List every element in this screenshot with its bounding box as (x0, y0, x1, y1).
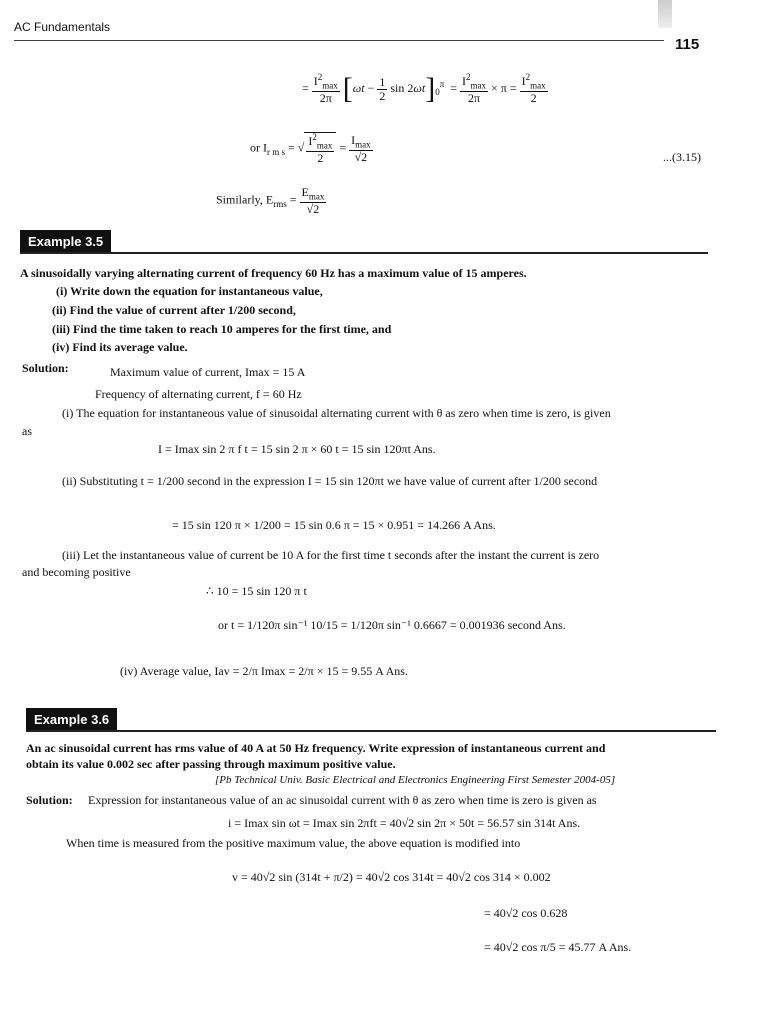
page-edge-mark (658, 0, 672, 28)
solution-text: Expression for instantaneous value of an ac sinusoidal current with θ as zero when time is zero is given as (88, 793, 597, 807)
example-3-6-equation-2: v = 40√2 sin (314t + π/2) = 40√2 cos 314t = 40√2 cos 314 × 0.002 (232, 870, 551, 884)
part-ii: (ii) Find the value of current after 1/200 second, (52, 303, 296, 317)
solution-label-2: Solution: (26, 793, 73, 807)
header-rule (14, 40, 664, 41)
example-3-6-equation-4: = 40√2 cos π/5 = 45.77 A Ans. (484, 940, 632, 954)
example-3-6-problem-1: An ac sinusoidal current has rms value of 40 A at 50 Hz frequency. Write expression of instantaneous current and (26, 741, 606, 755)
irms-equation: or $I_{r m s}$ = √ $\frac{I^2_{max}}{2}$ = $\frac{I_{max}}{√2}$ (250, 132, 371, 165)
part2-text: (ii) Substituting t = 1/200 second in the expression I = 15 sin 120πt we have value of current after 1/200 second (62, 474, 598, 488)
solution-label: Solution: (22, 361, 69, 375)
example-3-6-problem-2: obtain its value 0.002 sec after passing through maximum positive value. (26, 757, 396, 771)
equation-number: ...(3.15) (663, 150, 701, 164)
part1-text: (i) The equation for instantaneous value of sinusoidal alternating current with θ as zero when time is zero, is given (62, 406, 611, 420)
part3-text: (iii) Let the instantaneous value of current be 10 A for the first time t seconds after the instant the current is zero (62, 548, 600, 562)
derivation-line1: = $\frac{I^2_{max}}{2\pi}$ [ωt − $\frac{1}{2}$ $\sin 2\omega t]_0^\pi$ = $\frac{I^2_{max}}{2\pi}$ × π = $\frac{I^2_{max}}{2}$ (302, 72, 546, 106)
part2-equation: = 15 sin 120 π × 1/200 = 15 sin 0.6 π = 15 × 0.951 = 14.266 A Ans. (172, 518, 496, 532)
part1-equation: I = Imax sin 2 π f t = 15 sin 2 π × 60 t = 15 sin 120πt Ans. (158, 442, 436, 456)
page-number: 115 (675, 36, 700, 53)
given-frequency: Frequency of alternating current, f = 60 Hz (95, 387, 302, 401)
part3-equation-2: or t = 1/120π sin⁻¹ 10/15 = 1/120π sin⁻¹ 0.6667 = 0.001936 second Ans. (218, 618, 566, 632)
chapter-title: AC Fundamentals (14, 20, 111, 34)
example-3-5-tag: Example 3.5 (20, 230, 111, 252)
example-3-6-equation-1: i = Imax sin ωt = Imax sin 2πft = 40√2 sin 2π × 50t = 56.57 sin 314t Ans. (228, 816, 581, 830)
example-3-5-problem: A sinusoidally varying alternating current of frequency 60 Hz has a maximum value of 15 amperes. (20, 266, 527, 280)
example-3-6-equation-3: = 40√2 cos 0.628 (484, 906, 568, 920)
given-imax: Maximum value of current, Imax = 15 A (110, 365, 306, 379)
part4-equation: (iv) Average value, Iav = 2/π Imax = 2/π × 15 = 9.55 A Ans. (120, 664, 408, 678)
part-i: (i) Write down the equation for instantaneous value, (56, 284, 323, 298)
example-3-6-tag: Example 3.6 (26, 708, 117, 730)
part3-equation-1: ∴ 10 = 15 sin 120 π t (206, 584, 307, 598)
example-rule (26, 730, 716, 732)
example-rule (20, 252, 708, 254)
example-3-6-text-2: When time is measured from the positive maximum value, the above equation is modified into (66, 836, 521, 850)
erms-equation: Similarly, $E_{rms}$ = $\frac{E_{max}}{√2}$ (216, 185, 325, 216)
example-3-6-source: [Pb Technical Univ. Basic Electrical and Electronics Engineering First Semester 2004-05] (215, 774, 616, 786)
part-iv: (iv) Find its average value. (52, 340, 188, 354)
part3-text-2: and becoming positive (22, 565, 131, 579)
part-iii: (iii) Find the time taken to reach 10 amperes for the first time, and (52, 322, 392, 336)
part1-as: as (22, 424, 32, 438)
